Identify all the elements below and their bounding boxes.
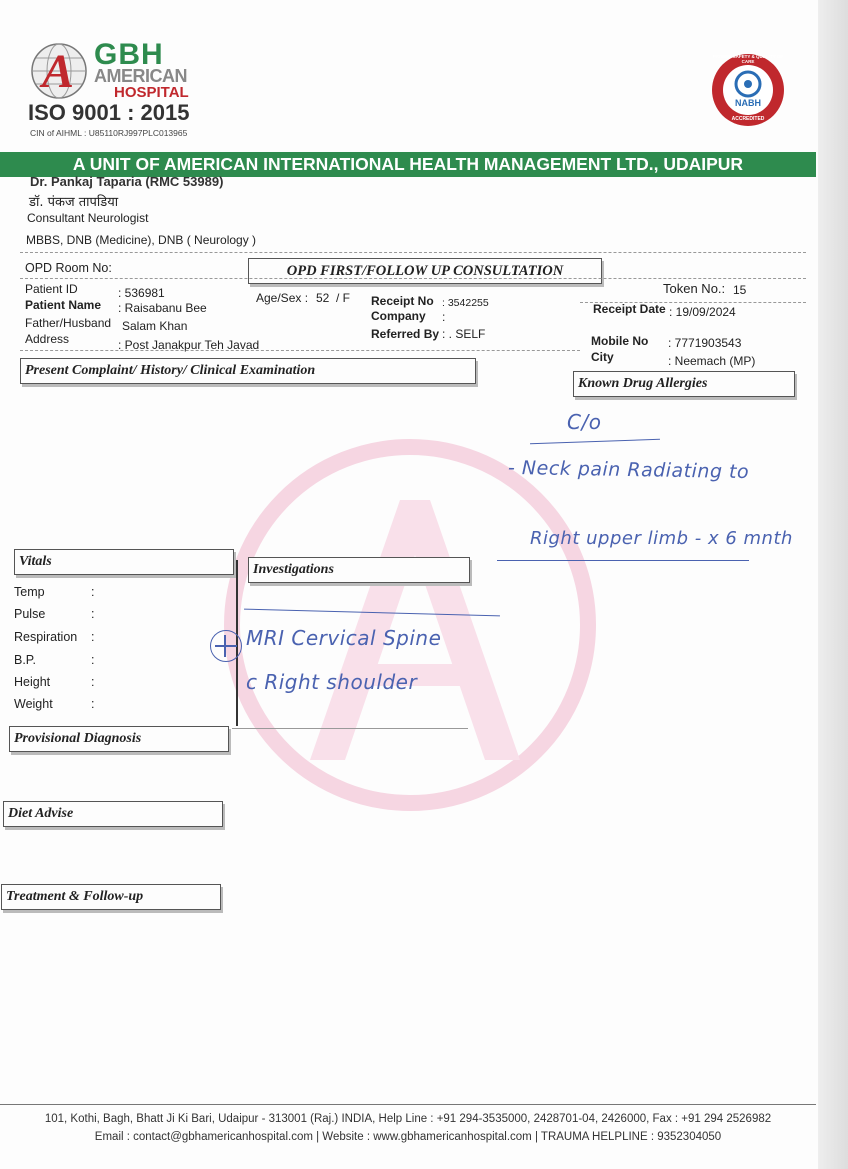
logo-hospital: HOSPITAL	[114, 84, 189, 101]
cin-text: CIN of AIHML : U85110RJ997PLC013965	[30, 128, 188, 138]
opd-room-label: OPD Room No:	[25, 261, 112, 275]
address-value: : Post Janakpur Teh Javad	[118, 338, 260, 352]
iso-text: ISO 9001 : 2015	[28, 100, 190, 125]
vital-row-respiration: Respiration :	[14, 630, 95, 644]
logo-gbh: GBH	[94, 38, 164, 71]
referred-value: : . SELF	[442, 327, 486, 341]
vital-row-pulse: Pulse :	[14, 607, 95, 621]
agesex-value: 52 / F	[316, 291, 351, 305]
nabh-label: NABH	[735, 98, 761, 108]
banner-text: A UNIT OF AMERICAN INTERNATIONAL HEALTH MANAGEMENT LTD., UDAIPUR	[72, 154, 744, 174]
mobile-value: : 7771903543	[668, 336, 742, 350]
handwritten-complaint-1: - Neck pain Radiating to	[507, 456, 750, 484]
doctor-name: Dr. Pankaj Taparia (RMC 53989)	[30, 174, 224, 189]
nabh-ring-text: PATIENT SAFETY & QUALITY OF CARE	[712, 54, 784, 64]
doctor-role: Consultant Neurologist	[27, 211, 149, 225]
footer-contact: Email : contact@gbhamericanhospital.com | Website : www.gbhamericanhospital.com | TRAUMA HELPLINE : 9352304050	[94, 1131, 722, 1143]
logo-american: AMERICAN	[94, 66, 187, 86]
divider	[20, 252, 806, 253]
city-value: : Neemach (MP)	[668, 354, 756, 368]
handwritten-co: C/o	[567, 410, 602, 434]
vitals-section-title: Vitals	[19, 554, 52, 569]
logo-letter: A	[42, 45, 75, 98]
nabh-badge	[708, 52, 788, 128]
complaint-section-header	[20, 358, 476, 384]
token-value: 15	[733, 283, 747, 297]
watermark-logo	[215, 430, 605, 820]
handwritten-underline	[497, 560, 749, 561]
divider	[20, 278, 806, 279]
father-label: Father/Husband	[25, 316, 112, 330]
footer-divider	[0, 1104, 816, 1105]
allergies-section-header	[573, 371, 795, 397]
form-title-text: OPD FIRST/FOLLOW UP CONSULTATION	[286, 263, 564, 279]
doctor-degrees: MBBS, DNB (Medicine), DNB ( Neurology )	[26, 233, 257, 247]
handwritten-complaint-2: Right upper limb - x 6 mnth	[530, 528, 793, 549]
treatment-section-title: Treatment & Follow-up	[6, 889, 144, 904]
complaint-section-title: Present Complaint/ History/ Clinical Examination	[25, 363, 316, 378]
investigations-section-title: Investigations	[253, 562, 334, 577]
allergies-section-title: Known Drug Allergies	[578, 376, 708, 391]
investigations-section-header	[248, 557, 470, 583]
handwritten-circle-plus	[210, 630, 242, 662]
page-edge	[818, 0, 848, 1169]
father-value: Salam Khan	[122, 319, 188, 333]
treatment-section-header	[1, 884, 221, 910]
mobile-label: Mobile No	[591, 334, 649, 348]
hospital-logo	[28, 40, 218, 140]
vital-row-height: Height :	[14, 675, 95, 689]
vital-row-weight: Weight :	[14, 697, 95, 711]
divider	[20, 350, 580, 351]
provisional-section-header	[9, 726, 229, 752]
diet-section-header	[3, 801, 223, 827]
patient-name-label: Patient Name	[25, 298, 102, 312]
agesex-label: Age/Sex :	[256, 291, 309, 305]
vital-row-temp: Temp :	[14, 585, 95, 599]
referred-label: Referred By	[371, 327, 440, 341]
provisional-underline	[232, 728, 468, 729]
receipt-date-value: : 19/09/2024	[669, 305, 736, 319]
form-title	[248, 258, 602, 284]
diet-section-title: Diet Advise	[8, 806, 74, 821]
company-label: Company	[371, 309, 426, 323]
token-label: Token No.:	[663, 281, 726, 296]
address-label: Address	[25, 332, 70, 346]
patient-id-value: : 536981	[118, 286, 165, 300]
footer-address: 101, Kothi, Bagh, Bhatt Ji Ki Bari, Udaipur - 313001 (Raj.) INDIA, Help Line : +91 294-3535000, 2428701-04, 2426000, Fax : +91 294 2526982	[44, 1113, 772, 1125]
receipt-no-label: Receipt No	[371, 294, 434, 308]
handwritten-investigation-2: c Right shoulder	[246, 670, 418, 694]
receipt-no-value: : 3542255	[442, 297, 489, 309]
vitals-section-header	[14, 549, 234, 575]
company-value: :	[442, 310, 446, 324]
city-label: City	[591, 350, 614, 364]
vital-row-bp: B.P. :	[14, 653, 95, 667]
handwritten-investigation-1: MRI Cervical Spine	[246, 626, 442, 650]
doctor-name-hindi: डॉ. पंकज तापडिया	[29, 195, 119, 210]
patient-id-label: Patient ID	[25, 282, 78, 296]
provisional-section-title: Provisional Diagnosis	[14, 731, 142, 746]
receipt-date-label: Receipt Date	[593, 302, 666, 316]
nabh-accredited: ACCREDITED	[731, 116, 765, 122]
patient-name-value: : Raisabanu Bee	[118, 301, 207, 315]
